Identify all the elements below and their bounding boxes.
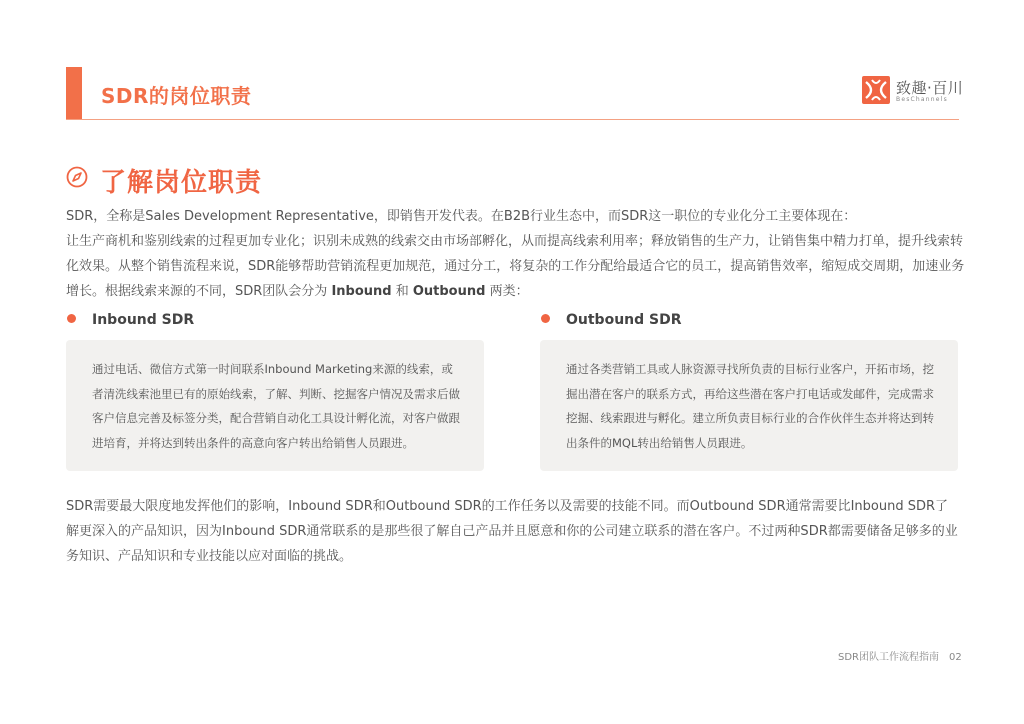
intro-and: 和 <box>391 284 413 299</box>
page-footer <box>838 648 962 663</box>
logo-text: 致趣·百川 <box>896 79 964 97</box>
section-title: 了解岗位职责 <box>100 168 263 198</box>
bullet-dot-icon <box>67 314 76 323</box>
intro-paragraph <box>66 204 966 304</box>
header-divider <box>66 119 959 120</box>
logo-mark-icon <box>862 76 890 104</box>
page-header-title: SDR的岗位职责 <box>101 84 252 108</box>
inbound-heading-label: Inbound SDR <box>92 312 195 328</box>
logo-subtext: BesChannels <box>896 96 948 103</box>
intro-line-2 <box>66 229 966 304</box>
header-accent-bar <box>66 67 82 119</box>
inbound-keyword: Inbound <box>331 284 392 299</box>
inbound-heading <box>67 312 194 328</box>
bullet-dot-icon <box>541 314 550 323</box>
intro-body: 让生产商机和鉴别线索的过程更加专业化；识别未成熟的线索交由市场部孵化，从而提高线索利用率；释放销售的生产力，让销售集中精力打单，提升线索转化效果。从整个销售流程来说，SDR能够帮助营销流程更加规范，通过分工，将复杂的工作分配给最适合它的员工，提高销售效率，缩短成交周期，加速业务增长。根据线索来源的不同，SDR团队会分为 <box>66 234 965 299</box>
closing-paragraph: SDR需要最大限度地发挥他们的影响，Inbound SDR和Outbound SDR的工作任务以及需要的技能不同。而Outbound SDR通常需要比Inbound SDR了解更深入的产品知识，因为Inbound SDR通常联系的是那些很了解自己产品并且愿意和你的公司建立联系的潜在客户。不过两种SDR都需要储备足够多的业务知识、产品知识和专业技能以应对面临的挑战。 <box>66 499 958 564</box>
inbound-description-box <box>66 340 484 471</box>
outbound-description-box <box>540 340 958 471</box>
inbound-description: 通过电话、微信方式第一时间联系Inbound Marketing来源的线索，或者清洗线索池里已有的原始线索，了解、判断、挖掘客户情况及需求后做客户信息完善及标签分类，配合营销自动化工具设计孵化流，对客户做跟进培育，并将达到转出条件的高意向客户转出给销售人员跟进。 <box>92 362 460 450</box>
footer-doc-title: SDR团队工作流程指南 <box>838 652 939 663</box>
outbound-keyword: Outbound <box>412 284 486 299</box>
intro-line-1: SDR，全称是Sales Development Representative，即销售开发代表。在B2B行业生态中，而SDR这一职位的专业化分工主要体现在： <box>66 209 857 224</box>
intro-tail: 两类： <box>485 284 529 299</box>
page-number: 02 <box>949 652 962 663</box>
outbound-heading <box>541 312 682 328</box>
outbound-description: 通过各类营销工具或人脉资源寻找所负责的目标行业客户，开拓市场，挖掘出潜在客户的联系方式，再给这些潜在客户打电话或发邮件，完成需求挖掘、线索跟进与孵化。建立所负责目标行业的合作伙伴生态并将达到转出条件的MQL转出给销售人员跟进。 <box>566 362 934 450</box>
outbound-heading-label: Outbound SDR <box>566 312 682 328</box>
brand-logo <box>862 76 962 108</box>
compass-icon <box>66 166 88 188</box>
